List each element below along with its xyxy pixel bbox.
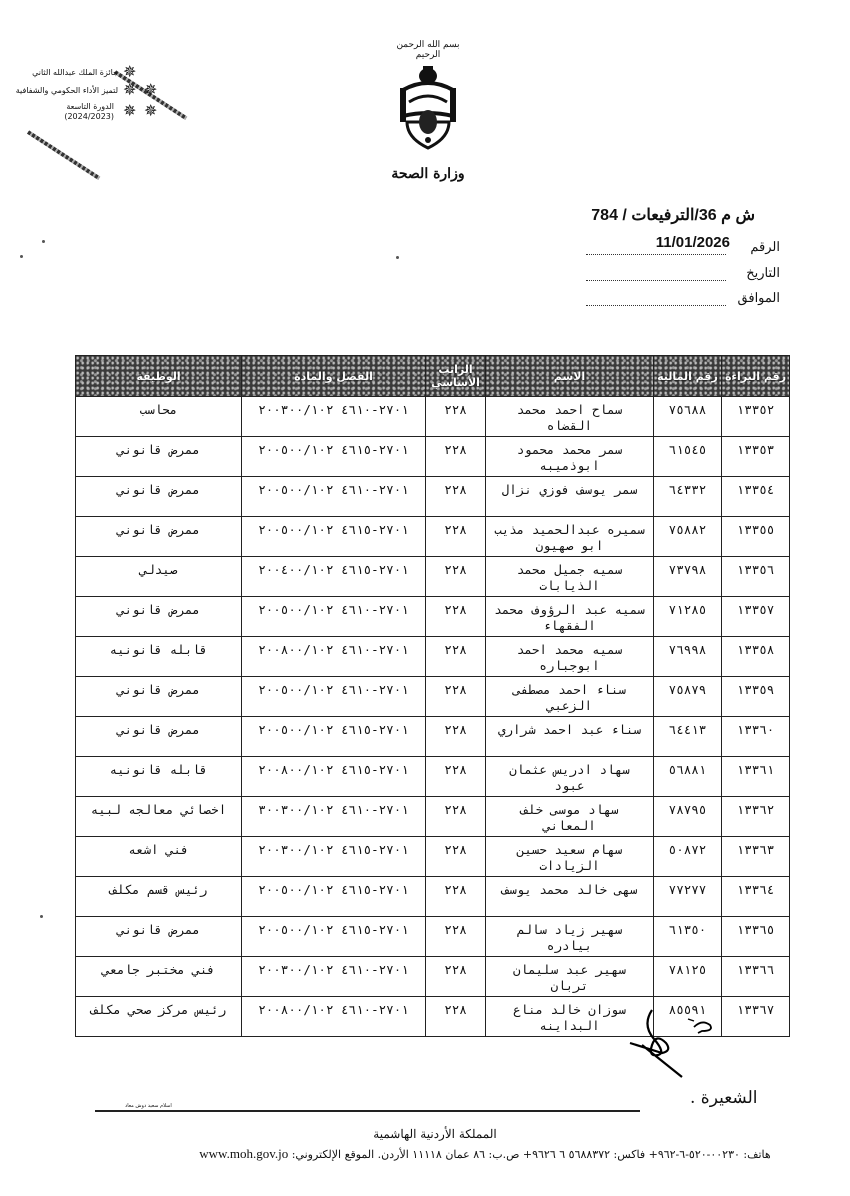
cell-patent-no-text: ١٣٣٥٧ xyxy=(736,602,775,617)
basmala: بسم الله الرحمن الرحيم xyxy=(396,40,460,60)
number-label: الرقم xyxy=(750,240,780,255)
cell-name xyxy=(486,397,654,437)
cell-basic-salary-text: ٢٢٨ xyxy=(444,682,467,697)
footer-divider xyxy=(95,1110,640,1112)
cell-basic-salary xyxy=(426,477,486,517)
cell-job-text: ممرض قانوني xyxy=(117,522,200,537)
date-field xyxy=(586,266,726,281)
cell-name xyxy=(486,717,654,757)
cell-finance-no-text: ٧٥٦٨٨ xyxy=(668,402,707,417)
cell-section-article xyxy=(242,397,426,437)
cell-finance-no xyxy=(654,517,722,557)
cell-section-article-text: ٢٧٠١-٤٦١٥ ٢٠٠٥٠٠/١٠٢ xyxy=(258,442,409,457)
cell-section-article xyxy=(242,597,426,637)
cell-job-text: قابله قانونيه xyxy=(109,642,208,657)
header-finance-no: رقم المالية xyxy=(654,356,722,397)
cell-section-article-text: ٢٧٠١-٤٦١٥ ٢٠٠٥٠٠/١٠٢ xyxy=(258,522,409,537)
cell-section-article xyxy=(242,437,426,477)
cell-job-text: فني اشعه xyxy=(128,842,189,857)
footer-contact xyxy=(140,1146,830,1162)
scan-speck xyxy=(20,255,23,258)
cell-job xyxy=(76,797,242,837)
cell-section-article-text: ٢٧٠١-٤٦١٠ ٢٠٠٣٠٠/١٠٢ xyxy=(258,402,409,417)
table-row xyxy=(76,397,790,437)
cell-name-text: سوزان خالد مناع البداينه xyxy=(513,1002,626,1033)
cell-job xyxy=(76,517,242,557)
footer-contact-text: هاتف: ٠٠٢٣٠-٥٢٠-٦-٩٦٢+ فاكس: ٥٦٨٨٣٧٢ ٦ ٩٦٢٦+ ص.ب: ٨٦ عمان ١١١١٨ الأردن. الموقع الإلكتروني: xyxy=(288,1148,771,1161)
cell-section-article xyxy=(242,957,426,997)
cell-job-text: رئيس مركز صحي مكلف xyxy=(90,1002,227,1017)
cell-section-article-text: ٢٧٠١-٤٦١٠ ٢٠٠٣٠٠/١٠٢ xyxy=(258,962,409,977)
cell-basic-salary-text: ٢٢٨ xyxy=(444,442,467,457)
star-emblem-icon: ✵ xyxy=(123,80,137,99)
cell-patent-no xyxy=(722,877,790,917)
cell-section-article xyxy=(242,877,426,917)
cell-basic-salary xyxy=(426,917,486,957)
cell-finance-no xyxy=(654,957,722,997)
cell-patent-no xyxy=(722,957,790,997)
cell-basic-salary-text: ٢٢٨ xyxy=(444,882,467,897)
cell-job xyxy=(76,837,242,877)
cell-basic-salary xyxy=(426,997,486,1037)
cell-job xyxy=(76,997,242,1037)
cell-job-text: صيدلي xyxy=(139,562,178,577)
cell-basic-salary xyxy=(426,597,486,637)
cell-basic-salary xyxy=(426,517,486,557)
cell-job-text: محاسب xyxy=(139,402,178,417)
cell-basic-salary xyxy=(426,557,486,597)
cell-patent-no xyxy=(722,677,790,717)
cell-name-text: سهاد موسى خلف المعاني xyxy=(520,802,619,833)
footer-country: المملكة الأردنية الهاشمية xyxy=(373,1127,497,1141)
cell-name xyxy=(486,957,654,997)
cell-job xyxy=(76,877,242,917)
cell-name-text: سميه عبد الرؤوف محمد الفقهاء xyxy=(494,602,645,633)
cell-name-text: سهير عبد سليمان تربان xyxy=(513,962,626,993)
cell-basic-salary xyxy=(426,637,486,677)
cell-job-text: ممرض قانوني xyxy=(117,682,200,697)
table-row xyxy=(76,957,790,997)
cell-patent-no xyxy=(722,397,790,437)
cell-patent-no-text: ١٣٣٥٥ xyxy=(736,522,775,537)
cell-name xyxy=(486,917,654,957)
cell-basic-salary-text: ٢٢٨ xyxy=(444,802,467,817)
cell-name xyxy=(486,557,654,597)
cell-name xyxy=(486,477,654,517)
cell-finance-no xyxy=(654,877,722,917)
cell-finance-no xyxy=(654,757,722,797)
cell-finance-no-text: ٧٥٨٨٢ xyxy=(668,522,707,537)
header-section-article: الفصل والمادة xyxy=(242,356,426,397)
cell-section-article xyxy=(242,517,426,557)
cell-section-article-text: ٢٧٠١-٤٦١٥ ٢٠٠٤٠٠/١٠٢ xyxy=(258,562,409,577)
cell-job xyxy=(76,637,242,677)
cell-patent-no-text: ١٣٣٥٢ xyxy=(736,402,775,417)
cell-patent-no-text: ١٣٣٦٢ xyxy=(736,802,775,817)
cell-patent-no-text: ١٣٣٦٣ xyxy=(736,842,775,857)
cell-basic-salary-text: ٢٢٨ xyxy=(444,562,467,577)
promotions-table xyxy=(75,355,790,1037)
cell-job-text: فني مختبر جامعي xyxy=(102,962,215,977)
cell-job-text: ممرض قانوني xyxy=(117,922,200,937)
cell-patent-no xyxy=(722,557,790,597)
cell-section-article-text: ٢٧٠١-٤٦١٠ ٢٠٠٨٠٠/١٠٢ xyxy=(258,1002,409,1017)
corresponding-row xyxy=(586,291,780,306)
cell-job-text: ممرض قانوني xyxy=(117,602,200,617)
cell-finance-no-text: ٧٨١٢٥ xyxy=(668,962,707,977)
cell-basic-salary-text: ٢٢٨ xyxy=(444,922,467,937)
cell-job xyxy=(76,397,242,437)
cell-section-article-text: ٢٧٠١-٤٦١٥ ٢٠٠٨٠٠/١٠٢ xyxy=(258,762,409,777)
cell-patent-no-text: ١٣٣٥٨ xyxy=(736,642,775,657)
award-stamp xyxy=(15,30,170,150)
cell-finance-no xyxy=(654,917,722,957)
table-row xyxy=(76,837,790,877)
cell-section-article-text: ٢٧٠١-٤٦١٠ ٢٠٠٥٠٠/١٠٢ xyxy=(258,682,409,697)
table-row xyxy=(76,557,790,597)
cell-patent-no-text: ١٣٣٥٣ xyxy=(736,442,775,457)
cell-section-article-text: ٢٧٠١-٤٦١٥ ٢٠٠٣٠٠/١٠٢ xyxy=(258,842,409,857)
cell-section-article-text: ٢٧٠١-٤٦١٠ ٣٠٠٣٠٠/١٠٢ xyxy=(258,802,409,817)
table-row xyxy=(76,637,790,677)
cell-job-text: ممرض قانوني xyxy=(117,442,200,457)
cell-job-text: اخصائي معالجه لبيه xyxy=(90,802,227,817)
cell-finance-no-text: ٦٤٣٣٢ xyxy=(668,482,707,497)
cell-name xyxy=(486,757,654,797)
scan-speck xyxy=(40,915,43,918)
cell-job-text: ممرض قانوني xyxy=(117,482,200,497)
cell-finance-no-text: ٦١٥٤٥ xyxy=(668,442,707,457)
cell-section-article xyxy=(242,637,426,677)
reference-code: ش م 36/الترفيعات / 784 xyxy=(591,207,755,224)
table-row xyxy=(76,437,790,477)
cell-name xyxy=(486,677,654,717)
cell-patent-no-text: ١٣٣٥٦ xyxy=(736,562,775,577)
cell-basic-salary xyxy=(426,757,486,797)
cell-finance-no-text: ٧٥٨٧٩ xyxy=(668,682,707,697)
cell-finance-no-text: ٦١٣٥٠ xyxy=(668,922,707,937)
cell-job xyxy=(76,717,242,757)
cell-job xyxy=(76,677,242,717)
cell-job xyxy=(76,957,242,997)
jordan-coat-of-arms-icon xyxy=(397,64,459,152)
number-value: 11/01/2026 xyxy=(655,234,730,251)
cell-finance-no xyxy=(654,597,722,637)
table-row xyxy=(76,917,790,957)
cell-finance-no xyxy=(654,397,722,437)
cell-name-text: سناء عبد احمد شراري xyxy=(498,722,641,737)
cell-name xyxy=(486,597,654,637)
table-row xyxy=(76,677,790,717)
cell-finance-no xyxy=(654,797,722,837)
scan-speck xyxy=(42,240,45,243)
cell-patent-no-text: ١٣٣٦٠ xyxy=(736,722,775,737)
cell-basic-salary xyxy=(426,437,486,477)
cell-name-text: سميره عبدالحميد مذيب ابو صهيون xyxy=(494,522,645,553)
table-row xyxy=(76,717,790,757)
cell-basic-salary-text: ٢٢٨ xyxy=(444,842,467,857)
cell-basic-salary xyxy=(426,877,486,917)
table-row xyxy=(76,517,790,557)
cell-finance-no-text: ٧٣٧٩٨ xyxy=(668,562,707,577)
cell-patent-no xyxy=(722,637,790,677)
cell-finance-no xyxy=(654,637,722,677)
cell-section-article xyxy=(242,757,426,797)
header-name: الاسم xyxy=(486,356,654,397)
stamp-line-3: الدورة التاسعة xyxy=(66,102,114,111)
stamp-line-1: جائزة الملك عبدالله الثاني xyxy=(32,68,118,77)
table-row xyxy=(76,477,790,517)
cell-job-text: رئيس قسم مكلف xyxy=(109,882,208,897)
table-header-row xyxy=(76,356,790,397)
stamp-line-2: لتميز الأداء الحكومي والشفافية xyxy=(15,86,118,95)
cell-patent-no-text: ١٣٣٦٧ xyxy=(736,1002,775,1017)
cell-section-article xyxy=(242,917,426,957)
cell-name-text: سميه جميل محمد الذيابات xyxy=(516,562,623,593)
number-field xyxy=(586,234,730,255)
cell-name xyxy=(486,877,654,917)
cell-patent-no-text: ١٣٣٦٦ xyxy=(736,962,775,977)
cell-job-text: قابله قانونيه xyxy=(109,762,208,777)
ministry-name: وزارة الصحة xyxy=(391,166,465,182)
cell-patent-no xyxy=(722,517,790,557)
cell-finance-no-text: ٧٨٧٩٥ xyxy=(668,802,707,817)
cell-basic-salary-text: ٢٢٨ xyxy=(444,722,467,737)
cell-finance-no-text: ٥٠٨٧٢ xyxy=(668,842,707,857)
cell-name-text: سهام سعيد حسين الزيادات xyxy=(516,842,623,873)
cell-finance-no-text: ٧٦٩٩٨ xyxy=(668,642,707,657)
stamp-line-4: (2024/2023) xyxy=(64,112,114,121)
signature-icon xyxy=(622,1005,742,1085)
corresponding-label: الموافق xyxy=(737,291,780,306)
preparer-note: اسلام سعيد دوش معاد xyxy=(125,1103,172,1109)
cell-name-text: سهاد ادريس عثمان عبود xyxy=(509,762,630,793)
cell-section-article-text: ٢٧٠١-٤٦١٠ ٢٠٠٥٠٠/١٠٢ xyxy=(258,602,409,617)
cell-section-article xyxy=(242,717,426,757)
table-row xyxy=(76,877,790,917)
signer-name: الشعيرة . xyxy=(690,1088,758,1108)
cell-patent-no-text: ١٣٣٦٥ xyxy=(736,922,775,937)
header-patent-no: رقم البراءة xyxy=(722,356,790,397)
cell-name-text: سهير زياد سالم بيادره xyxy=(516,922,623,953)
cell-section-article xyxy=(242,997,426,1037)
table-row xyxy=(76,597,790,637)
cell-name xyxy=(486,637,654,677)
cell-basic-salary-text: ٢٢٨ xyxy=(444,642,467,657)
cell-finance-no xyxy=(654,717,722,757)
cell-job xyxy=(76,757,242,797)
star-emblem-icon: ✵ xyxy=(123,101,137,120)
cell-name xyxy=(486,437,654,477)
cell-job-text: ممرض قانوني xyxy=(117,722,200,737)
cell-name-text: سماح احمد محمد القضاه xyxy=(516,402,623,433)
cell-job xyxy=(76,917,242,957)
ministry-header xyxy=(383,40,473,185)
cell-name xyxy=(486,517,654,557)
star-emblem-icon: ✵ xyxy=(123,62,137,81)
cell-finance-no xyxy=(654,677,722,717)
cell-patent-no xyxy=(722,837,790,877)
cell-basic-salary-text: ٢٢٨ xyxy=(444,602,467,617)
cell-basic-salary xyxy=(426,957,486,997)
date-label: التاريخ xyxy=(746,266,780,281)
table-row xyxy=(76,757,790,797)
cell-section-article xyxy=(242,837,426,877)
cell-basic-salary-text: ٢٢٨ xyxy=(444,482,467,497)
cell-patent-no xyxy=(722,437,790,477)
cell-name-text: سمر محمد محمود ابوذميبه xyxy=(516,442,623,473)
cell-job xyxy=(76,477,242,517)
footer-website-link[interactable]: www.moh.gov.jo xyxy=(199,1146,289,1161)
cell-basic-salary-text: ٢٢٨ xyxy=(444,402,467,417)
cell-basic-salary xyxy=(426,717,486,757)
cell-job xyxy=(76,557,242,597)
cell-basic-salary xyxy=(426,797,486,837)
cell-section-article xyxy=(242,797,426,837)
cell-patent-no xyxy=(722,917,790,957)
cell-name-text: سناء احمد مصطفى الزعبي xyxy=(513,682,626,713)
cell-job xyxy=(76,597,242,637)
scan-speck xyxy=(396,256,399,259)
cell-finance-no-text: ٦٤٤١٣ xyxy=(668,722,707,737)
cell-patent-no-text: ١٣٣٦١ xyxy=(736,762,775,777)
cell-section-article-text: ٢٧٠١-٤٦١٥ ٢٠٠٥٠٠/١٠٢ xyxy=(258,882,409,897)
cell-basic-salary-text: ٢٢٨ xyxy=(444,522,467,537)
cell-patent-no xyxy=(722,477,790,517)
cell-name-text: سهى خالد محمد يوسف xyxy=(501,882,638,897)
cell-section-article-text: ٢٧٠١-٤٦١٥ ٢٠٠٥٠٠/١٠٢ xyxy=(258,722,409,737)
header-basic-salary: الراتب الأساسي xyxy=(426,356,486,397)
cell-finance-no xyxy=(654,437,722,477)
cell-finance-no-text: ٧١٢٨٥ xyxy=(668,602,707,617)
cell-basic-salary xyxy=(426,677,486,717)
cell-patent-no-text: ١٣٣٥٤ xyxy=(736,482,775,497)
cell-patent-no xyxy=(722,597,790,637)
cell-basic-salary-text: ٢٢٨ xyxy=(444,762,467,777)
cell-basic-salary xyxy=(426,397,486,437)
cell-finance-no xyxy=(654,837,722,877)
number-row xyxy=(586,234,780,255)
cell-name xyxy=(486,837,654,877)
cell-patent-no xyxy=(722,757,790,797)
cell-name-text: سميه محمد احمد ابوجباره xyxy=(516,642,623,673)
cell-section-article-text: ٢٧٠١-٤٦١٠ ٢٠٠٥٠٠/١٠٢ xyxy=(258,482,409,497)
cell-patent-no xyxy=(722,797,790,837)
cell-patent-no xyxy=(722,717,790,757)
cell-name-text: سمر يوسف فوزي نزال xyxy=(501,482,638,497)
cell-section-article xyxy=(242,477,426,517)
cell-section-article-text: ٢٧٠١-٤٦١٥ ٢٠٠٥٠٠/١٠٢ xyxy=(258,922,409,937)
cell-finance-no xyxy=(654,477,722,517)
cell-basic-salary-text: ٢٢٨ xyxy=(444,962,467,977)
star-emblem-icon: ✵ xyxy=(144,80,158,99)
table-row xyxy=(76,797,790,837)
header-job: الوظيفة xyxy=(76,356,242,397)
cell-name xyxy=(486,797,654,837)
corresponding-field xyxy=(586,291,726,306)
cell-patent-no-text: ١٣٣٥٩ xyxy=(736,682,775,697)
cell-basic-salary-text: ٢٢٨ xyxy=(444,1002,467,1017)
cell-section-article-text: ٢٧٠١-٤٦١٠ ٢٠٠٨٠٠/١٠٢ xyxy=(258,642,409,657)
cell-finance-no-text: ٥٦٨٨١ xyxy=(668,762,707,777)
cell-job xyxy=(76,437,242,477)
cell-finance-no-text: ٧٧٢٧٧ xyxy=(668,882,707,897)
stamp-stripe xyxy=(27,130,100,180)
cell-finance-no-text: ٨٥٥٩١ xyxy=(668,1002,707,1017)
cell-section-article xyxy=(242,557,426,597)
date-row xyxy=(586,266,780,281)
cell-section-article xyxy=(242,677,426,717)
cell-basic-salary xyxy=(426,837,486,877)
star-emblem-icon: ✵ xyxy=(144,101,158,120)
cell-finance-no xyxy=(654,557,722,597)
cell-patent-no-text: ١٣٣٦٤ xyxy=(736,882,775,897)
